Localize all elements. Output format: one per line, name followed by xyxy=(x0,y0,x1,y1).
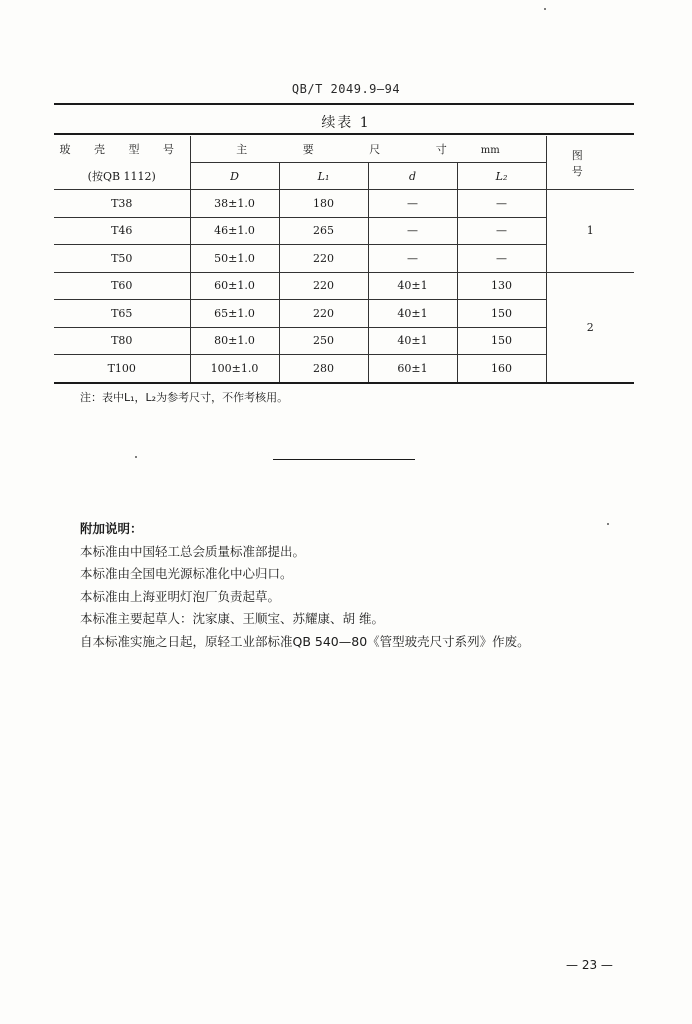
cell-D: 65±1.0 xyxy=(190,300,279,328)
appendix-line: 本标准由中国轻工总会质量标准部提出。 xyxy=(80,543,306,559)
col-fig-label: 图 号 xyxy=(546,136,634,190)
cell-figure-1: 1 xyxy=(546,190,634,273)
standard-code: QB/T 2049.9—94 xyxy=(291,82,401,96)
cell-L1: 280 xyxy=(279,355,368,383)
cell-figure-2: 2 xyxy=(546,272,634,383)
cell-type: T100 xyxy=(54,355,190,383)
cell-D: 38±1.0 xyxy=(190,190,279,218)
cell-d: — xyxy=(368,190,457,218)
cell-type: T46 xyxy=(54,217,190,245)
cell-L2: 160 xyxy=(457,355,546,383)
table-top-rule xyxy=(54,133,634,135)
cell-L2: — xyxy=(457,245,546,273)
cell-d: 40±1 xyxy=(368,272,457,300)
table-row xyxy=(54,272,634,300)
cell-d: — xyxy=(368,245,457,273)
scan-speck xyxy=(544,8,546,10)
appendix-line: 本标准主要起草人：沈家康、王顺宝、苏耀康、胡 维。 xyxy=(80,611,384,626)
section-divider xyxy=(273,459,415,460)
cell-L1: 220 xyxy=(279,300,368,328)
scan-speck xyxy=(607,523,609,525)
scan-speck xyxy=(135,456,137,458)
header-rule xyxy=(54,103,634,105)
table-title: 续表 1 xyxy=(321,115,371,131)
col-L2-header: L₂ xyxy=(457,163,546,190)
cell-type: T80 xyxy=(54,327,190,355)
col-L1-header: L₁ xyxy=(279,163,368,190)
table-note: 注：表中L₁，L₂为参考尺寸，不作考核用。 xyxy=(80,391,289,404)
col-dims-label: 主 要 尺 寸 mm xyxy=(190,136,546,163)
table-header-row xyxy=(54,136,634,163)
cell-type: T50 xyxy=(54,245,190,273)
appendix-section xyxy=(80,518,640,653)
cell-type: T38 xyxy=(54,190,190,218)
cell-type: T60 xyxy=(54,272,190,300)
cell-L1: 265 xyxy=(279,217,368,245)
cell-d: 40±1 xyxy=(368,300,457,328)
page-number: — 23 — xyxy=(566,958,613,972)
cell-L2: 150 xyxy=(457,327,546,355)
col-type-sub: (按QB 1112) xyxy=(54,163,190,190)
cell-L1: 180 xyxy=(279,190,368,218)
cell-type: T65 xyxy=(54,300,190,328)
cell-L2: — xyxy=(457,190,546,218)
appendix-title: 附加说明： xyxy=(80,521,143,536)
cell-D: 80±1.0 xyxy=(190,327,279,355)
cell-L2: — xyxy=(457,217,546,245)
cell-D: 46±1.0 xyxy=(190,217,279,245)
cell-L1: 220 xyxy=(279,272,368,300)
cell-L1: 220 xyxy=(279,245,368,273)
dimensions-table xyxy=(54,136,634,384)
cell-D: 50±1.0 xyxy=(190,245,279,273)
cell-D: 60±1.0 xyxy=(190,272,279,300)
cell-d: — xyxy=(368,217,457,245)
col-D-header: D xyxy=(190,163,279,190)
col-d-header: d xyxy=(368,163,457,190)
appendix-line: 本标准由全国电光源标准化中心归口。 xyxy=(80,566,293,581)
unit-label: mm xyxy=(480,145,500,156)
cell-d: 60±1 xyxy=(368,355,457,383)
cell-D: 100±1.0 xyxy=(190,355,279,383)
table-row xyxy=(54,190,634,218)
col-type-label: 玻 壳 型 号 xyxy=(59,143,184,157)
appendix-line: 自本标准实施之日起，原轻工业部标准QB 540—80《管型玻壳尺寸系列》作废。 xyxy=(80,633,530,649)
cell-d: 40±1 xyxy=(368,327,457,355)
cell-L2: 130 xyxy=(457,272,546,300)
cell-L1: 250 xyxy=(279,327,368,355)
appendix-line: 本标准由上海亚明灯泡厂负责起草。 xyxy=(80,588,281,604)
cell-L2: 150 xyxy=(457,300,546,328)
